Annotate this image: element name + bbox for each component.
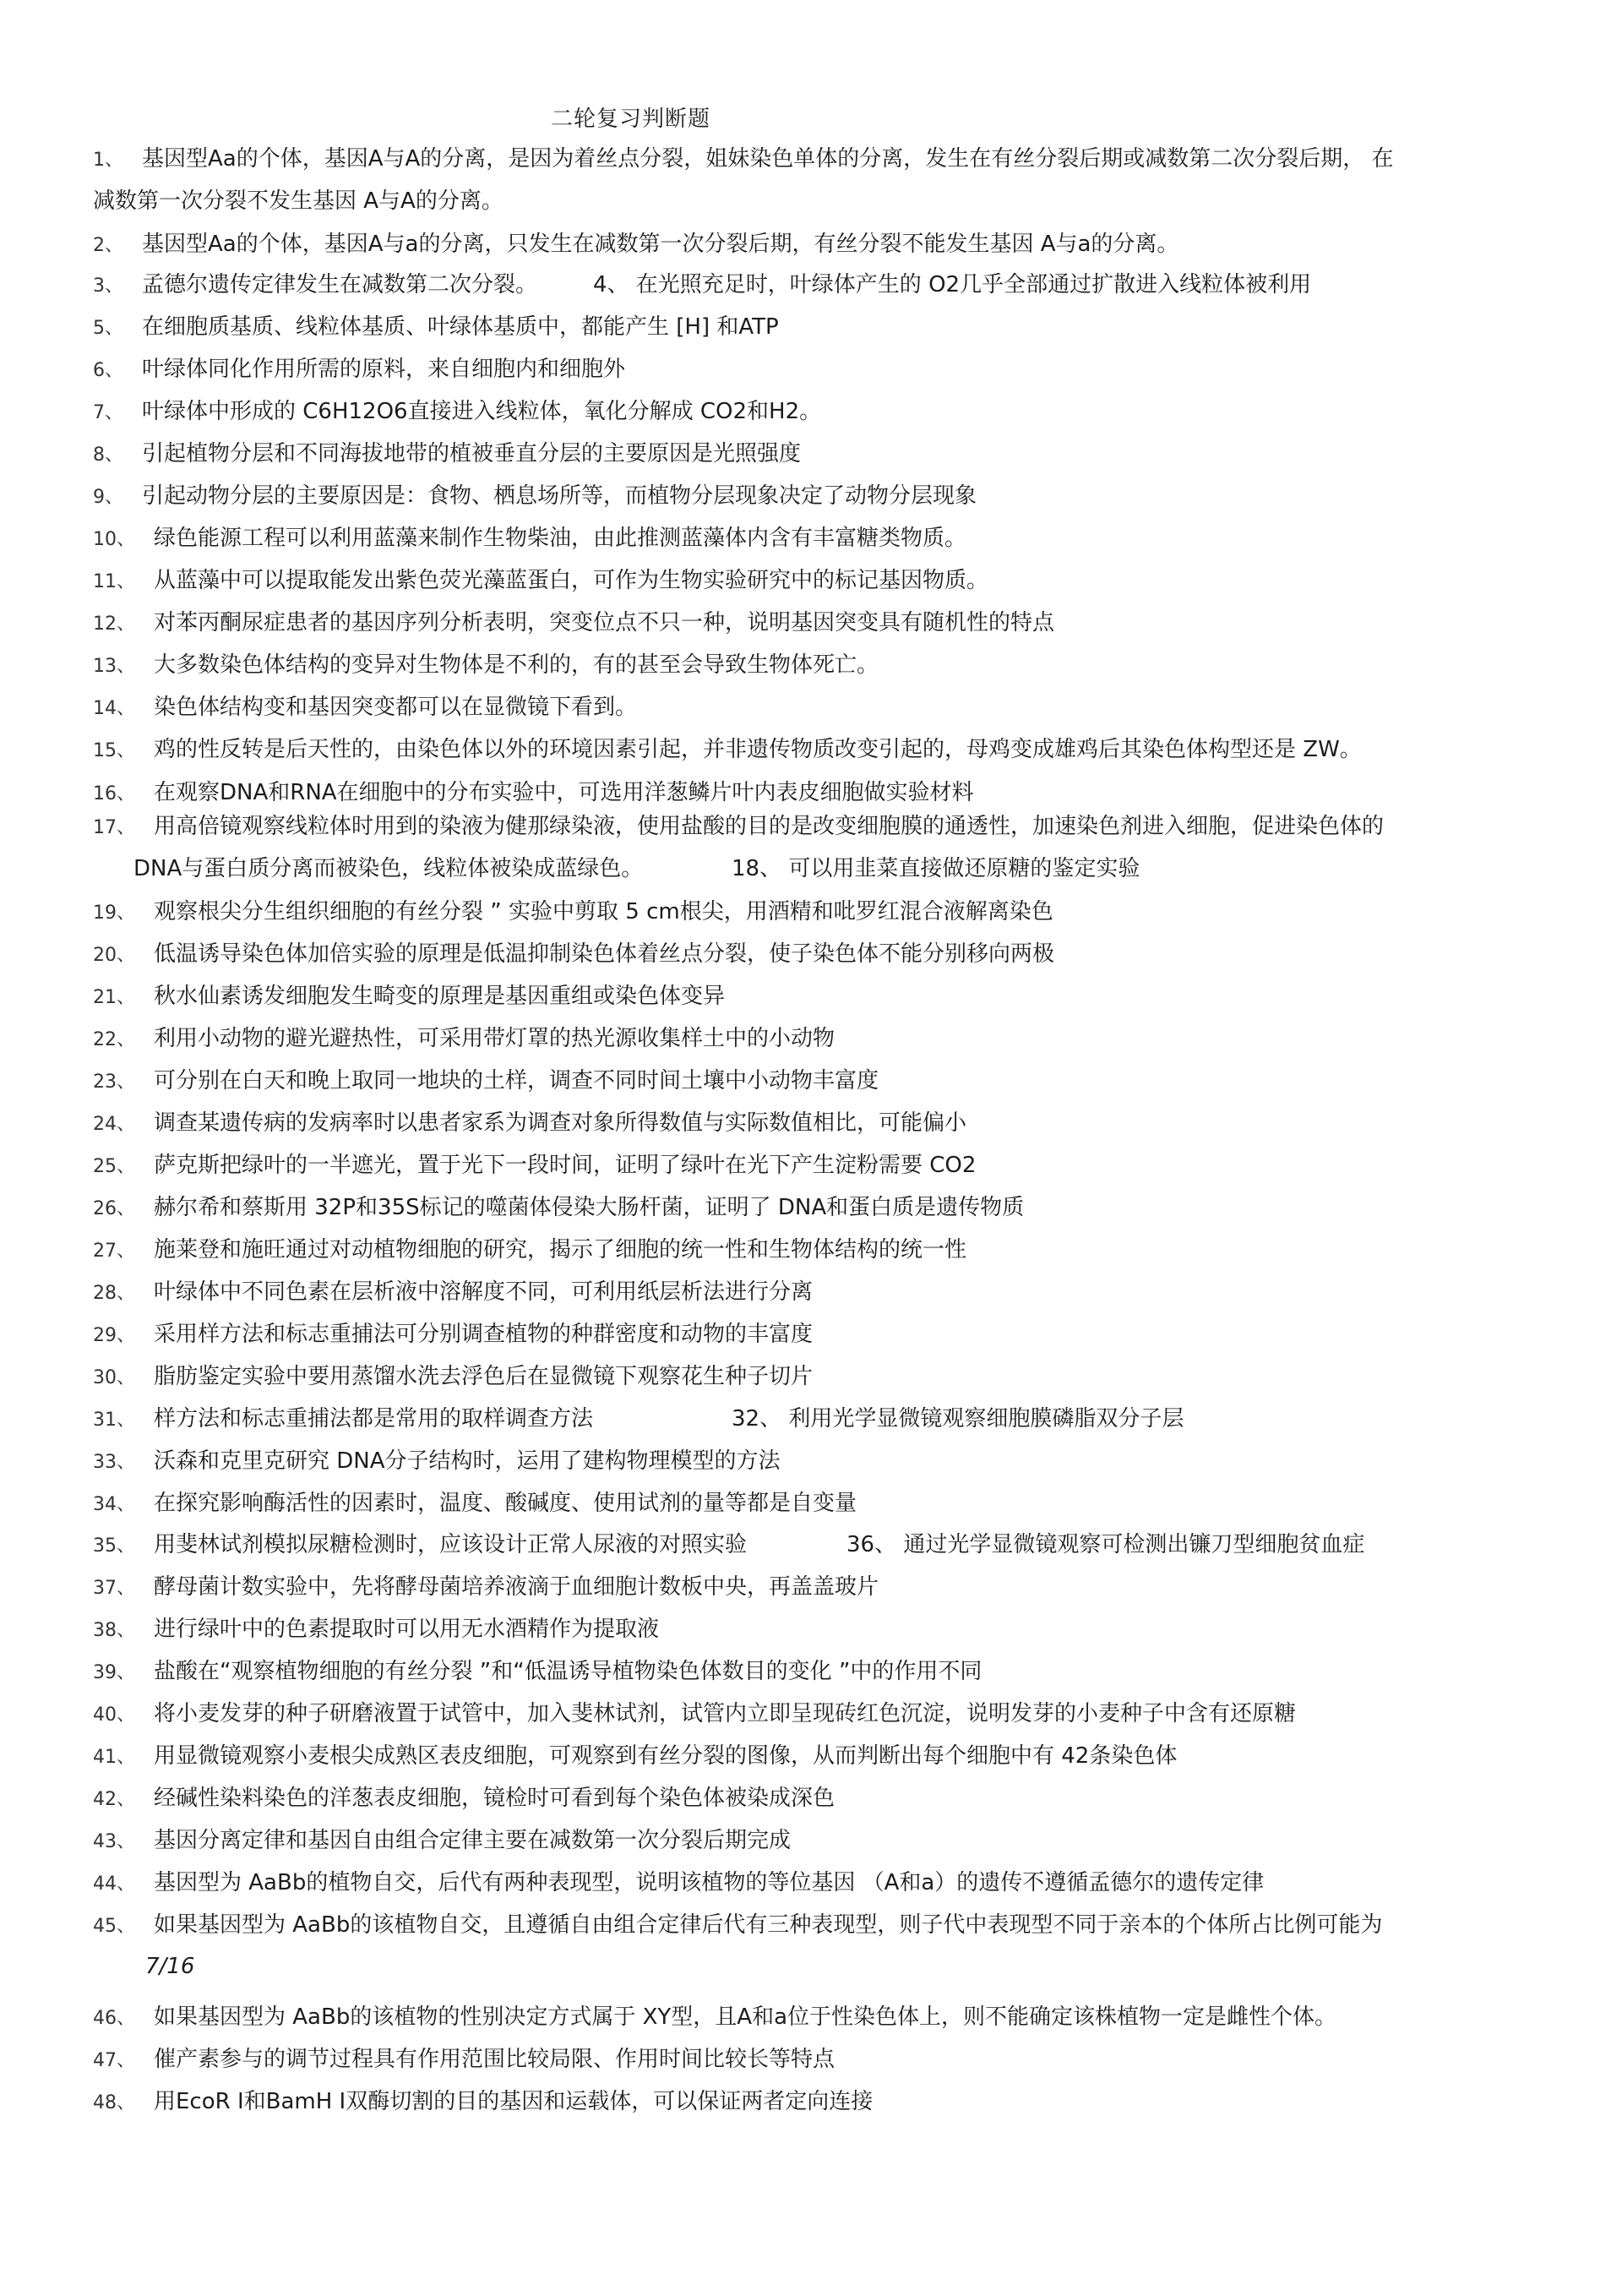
question-text: 如果基因型为 AaBb的该植物自交，且遵循自由组合定律后代有三种表现型，则子代中表现型不同于亲本的个体所占比例可能为 xyxy=(154,1912,1383,1938)
question-text: 可分别在白天和晚上取同一地块的土样，调查不同时间土壤中小动物丰富度 xyxy=(154,1068,879,1093)
question-number: 28、 xyxy=(93,1283,135,1304)
question-number: 7、 xyxy=(93,402,123,423)
question-text: 秋水仙素诱发细胞发生畸变的原理是基因重组或染色体变异 xyxy=(154,984,726,1009)
page-title: 二轮复习判断题 xyxy=(551,106,711,132)
question-text: 观察根尖分生组织细胞的有丝分裂 ” 实验中剪取 5 cm根尖，用酒精和吡罗红混合液解离染色 xyxy=(154,899,1053,924)
question-number: 16、 xyxy=(93,783,135,804)
question-number: 23、 xyxy=(93,1072,135,1093)
question-number: 45、 xyxy=(93,1916,135,1937)
question-row xyxy=(93,651,1580,681)
question-text: 染色体结构变和基因突变都可以在显微镜下看到。 xyxy=(154,695,638,720)
question-row xyxy=(93,566,1580,597)
question-text: 酵母菌计数实验中，先将酵母菌培养液滴于血细胞计数板中央，再盖盖玻片 xyxy=(154,1574,879,1600)
question-row xyxy=(93,2045,1580,2075)
question-32: 32、 利用光学显微镜观察细胞膜磷脂双分子层 xyxy=(732,1406,1184,1432)
question-row xyxy=(93,693,1580,723)
question-number: 47、 xyxy=(93,2050,135,2071)
question-36: 36、 通过光学显微镜观察可检测出镰刀型细胞贫血症 xyxy=(846,1532,1365,1557)
question-text: 7/16 xyxy=(145,1954,195,1979)
question-row xyxy=(93,313,1580,343)
question-text: 利用小动物的避光避热性，可采用带灯罩的热光源收集样土中的小动物 xyxy=(154,1026,835,1051)
question-row xyxy=(145,1952,1622,1981)
question-row xyxy=(93,608,1580,639)
question-number: 9、 xyxy=(93,487,123,508)
question-text: 用高倍镜观察线粒体时用到的染液为健那绿染液，使用盐酸的目的是改变细胞膜的通透性，加速染色剂进入细胞，促进染色体的 xyxy=(154,814,1385,839)
question-row xyxy=(93,439,1580,470)
question-row xyxy=(93,1151,1580,1181)
question-number: 27、 xyxy=(93,1241,135,1262)
question-number: 39、 xyxy=(93,1662,135,1683)
question-number: 26、 xyxy=(93,1198,135,1219)
question-text: 基因型Aa的个体，基因A与a的分离，只发生在减数第一次分裂后期，有丝分裂不能发生基因 A与a的分离。 xyxy=(142,232,1179,257)
question-row xyxy=(93,1320,1580,1350)
question-text: 用EcoR I和BamH I双酶切割的目的基因和运载体，可以保证两者定向连接 xyxy=(154,2089,874,2114)
question-text: 叶绿体中形成的 C6H12O6直接进入线粒体，氧化分解成 CO2和H2。 xyxy=(142,399,822,424)
question-text: 基因型为 AaBb的植物自交，后代有两种表现型，说明该植物的等位基因 （A和a）的遗传不遵循孟德尔的遗传定律 xyxy=(154,1870,1265,1895)
question-text: 对苯丙酮尿症患者的基因序列分析表明，突变位点不只一种，说明基因突变具有随机性的特点 xyxy=(154,610,1055,635)
question-text: DNA与蛋白质分离而被染色，线粒体被染成蓝绿色。 xyxy=(133,856,644,881)
question-row xyxy=(93,1278,1580,1308)
question-number: 13、 xyxy=(93,656,135,677)
question-number: 22、 xyxy=(93,1029,135,1050)
question-number: 5、 xyxy=(93,318,123,339)
question-row xyxy=(93,982,1580,1012)
question-text: 沃森和克里克研究 DNA分子结构时，运用了建构物理模型的方法 xyxy=(154,1448,781,1474)
question-row xyxy=(93,1868,1580,1899)
question-number: 10、 xyxy=(93,529,135,550)
question-row xyxy=(93,187,1580,215)
question-number: 40、 xyxy=(93,1704,135,1726)
question-18: 18、 可以用韭菜直接做还原糖的鉴定实验 xyxy=(732,856,1140,881)
question-row xyxy=(93,1109,1580,1139)
question-row xyxy=(93,1193,1580,1224)
question-number: 25、 xyxy=(93,1156,135,1177)
question-text: 基因型Aa的个体，基因A与A的分离，是因为着丝点分裂，姐妹染色单体的分离，发生在有丝分裂后期或减数第二次分裂后期， 在 xyxy=(142,146,1394,172)
question-text: 引起植物分层和不同海拔地带的植被垂直分层的主要原因是光照强度 xyxy=(142,441,802,466)
question-number: 19、 xyxy=(93,903,135,924)
question-text: 在观察DNA和RNA在细胞中的分布实验中，可选用洋葱鳞片叶内表皮细胞做实验材料 xyxy=(154,780,974,805)
question-number: 8、 xyxy=(93,444,123,466)
question-number: 38、 xyxy=(93,1620,135,1641)
question-text: 进行绿叶中的色素提取时可以用无水酒精作为提取液 xyxy=(154,1617,660,1642)
question-text: 经碱性染料染色的洋葱表皮细胞，镜检时可看到每个染色体被染成深色 xyxy=(154,1786,835,1811)
question-number: 2、 xyxy=(93,235,123,256)
question-number: 46、 xyxy=(93,2008,135,2029)
question-text: 绿色能源工程可以利用蓝藻来制作生物柴油，由此推测蓝藻体内含有丰富糖类物质。 xyxy=(154,526,967,551)
question-row xyxy=(93,145,1580,175)
question-text: 用斐林试剂模拟尿糖检测时，应该设计正常人尿液的对照实验 xyxy=(154,1532,748,1557)
question-row xyxy=(93,2003,1580,2033)
question-number: 30、 xyxy=(93,1367,135,1388)
question-text: 脂肪鉴定实验中要用蒸馏水洗去浮色后在显微镜下观察花生种子切片 xyxy=(154,1364,814,1389)
question-number: 24、 xyxy=(93,1114,135,1135)
question-text: 低温诱导染色体加倍实验的原理是低温抑制染色体着丝点分裂，使子染色体不能分别移向两极 xyxy=(154,941,1055,967)
question-row xyxy=(93,524,1580,554)
question-row xyxy=(93,897,1580,928)
question-row xyxy=(93,1657,1580,1688)
question-text: 基因分离定律和基因自由组合定律主要在减数第一次分裂后期完成 xyxy=(154,1828,792,1853)
question-number: 11、 xyxy=(93,571,135,592)
question-text: 催产素参与的调节过程具有作用范围比较局限、作用时间比较长等特点 xyxy=(154,2047,835,2072)
question-row xyxy=(93,1066,1580,1097)
question-row xyxy=(93,2087,1580,2118)
question-number: 20、 xyxy=(93,945,135,966)
question-4: 4、 在光照充足时，叶绿体产生的 O2几乎全部通过扩散进入线粒体被利用 xyxy=(593,272,1312,297)
question-text: 赫尔希和蔡斯用 32P和35S标记的噬菌体侵染大肠杆菌，证明了 DNA和蛋白质是遗传物质 xyxy=(154,1195,1025,1220)
question-text: 采用样方法和标志重捕法可分别调查植物的种群密度和动物的丰富度 xyxy=(154,1322,814,1347)
question-row xyxy=(93,1742,1580,1772)
question-row xyxy=(93,1024,1580,1055)
question-text: 将小麦发芽的种子研磨液置于试管中，加入斐林试剂，试管内立即呈现砖红色沉淀，说明发芽的小麦种子中含有还原糖 xyxy=(154,1701,1297,1726)
question-row xyxy=(93,1615,1580,1645)
question-row xyxy=(93,940,1580,970)
question-number: 31、 xyxy=(93,1410,135,1431)
question-text: 减数第一次分裂不发生基因 A与A的分离。 xyxy=(93,188,503,214)
question-row xyxy=(93,355,1580,385)
question-text: 调查某遗传病的发病率时以患者家系为调查对象所得数值与实际数值相比，可能偏小 xyxy=(154,1110,967,1136)
question-text: 引起动物分层的主要原因是：食物、栖息场所等，而植物分层现象决定了动物分层现象 xyxy=(142,483,977,509)
question-text: 萨克斯把绿叶的一半遮光，置于光下一段时间，证明了绿叶在光下产生淀粉需要 CO2 xyxy=(154,1153,977,1178)
question-number: 48、 xyxy=(93,2092,135,2113)
question-number: 15、 xyxy=(93,740,135,761)
question-number: 34、 xyxy=(93,1494,135,1515)
question-row xyxy=(93,1826,1580,1857)
question-number: 3、 xyxy=(93,275,123,297)
question-text: 大多数染色体结构的变异对生物体是不利的，有的甚至会导致生物体死亡。 xyxy=(154,652,879,678)
question-text: 施莱登和施旺通过对动植物细胞的研究，揭示了细胞的统一性和生物体结构的统一性 xyxy=(154,1237,967,1263)
question-row xyxy=(93,230,1580,260)
question-row xyxy=(93,1489,1580,1519)
question-text: 孟德尔遗传定律发生在减数第二次分裂。 xyxy=(142,272,538,297)
question-text: 叶绿体中不同色素在层析液中溶解度不同，可利用纸层析法进行分离 xyxy=(154,1279,814,1305)
question-text: 用显微镜观察小麦根尖成熟区表皮细胞，可观察到有丝分裂的图像，从而判断出每个细胞中有 42条染色体 xyxy=(154,1743,1178,1769)
question-text: 样方法和标志重捕法都是常用的取样调查方法 xyxy=(154,1406,594,1432)
question-row xyxy=(93,1699,1580,1730)
question-text: 如果基因型为 AaBb的该植物的性别决定方式属于 XY型，且A和a位于性染色体上，则不能确定该株植物一定是雌性个体。 xyxy=(154,2004,1337,2030)
question-row xyxy=(93,778,1580,809)
question-text: 鸡的性反转是后天性的，由染色体以外的环境因素引起，并非遗传物质改变引起的，母鸡变成雄鸡后其染色体构型还是 ZW。 xyxy=(154,737,1362,762)
question-text: 从蓝藻中可以提取能发出紫色荧光藻蓝蛋白，可作为生物实验研究中的标记基因物质。 xyxy=(154,568,989,593)
question-row xyxy=(93,1447,1580,1477)
question-number: 35、 xyxy=(93,1535,135,1557)
question-row xyxy=(93,1362,1580,1393)
question-row xyxy=(93,1911,1580,1941)
question-number: 21、 xyxy=(93,987,135,1008)
question-text: 叶绿体同化作用所需的原料，来自细胞内和细胞外 xyxy=(142,357,626,382)
question-number: 43、 xyxy=(93,1831,135,1852)
question-number: 12、 xyxy=(93,614,135,635)
question-number: 6、 xyxy=(93,360,123,381)
question-row xyxy=(93,735,1580,766)
question-number: 1、 xyxy=(93,150,123,171)
question-number: 17、 xyxy=(93,817,135,838)
question-row xyxy=(93,1235,1580,1266)
question-number: 33、 xyxy=(93,1452,135,1473)
question-number: 29、 xyxy=(93,1325,135,1346)
question-number: 44、 xyxy=(93,1873,135,1895)
question-number: 41、 xyxy=(93,1747,135,1768)
question-row xyxy=(93,1784,1580,1814)
question-row xyxy=(93,397,1580,428)
question-text: 盐酸在“观察植物细胞的有丝分裂 ”和“低温诱导植物染色体数目的变化 ”中的作用不同 xyxy=(154,1659,982,1684)
question-number: 37、 xyxy=(93,1578,135,1599)
question-row xyxy=(93,1573,1580,1603)
question-number: 14、 xyxy=(93,698,135,719)
question-text: 在探究影响酶活性的因素时，温度、酸碱度、使用试剂的量等都是自变量 xyxy=(154,1491,857,1516)
question-number: 42、 xyxy=(93,1789,135,1810)
question-text: 在细胞质基质、线粒体基质、叶绿体基质中，都能产生 [H] 和ATP xyxy=(142,314,779,340)
question-row xyxy=(93,482,1580,512)
question-row xyxy=(93,812,1580,843)
